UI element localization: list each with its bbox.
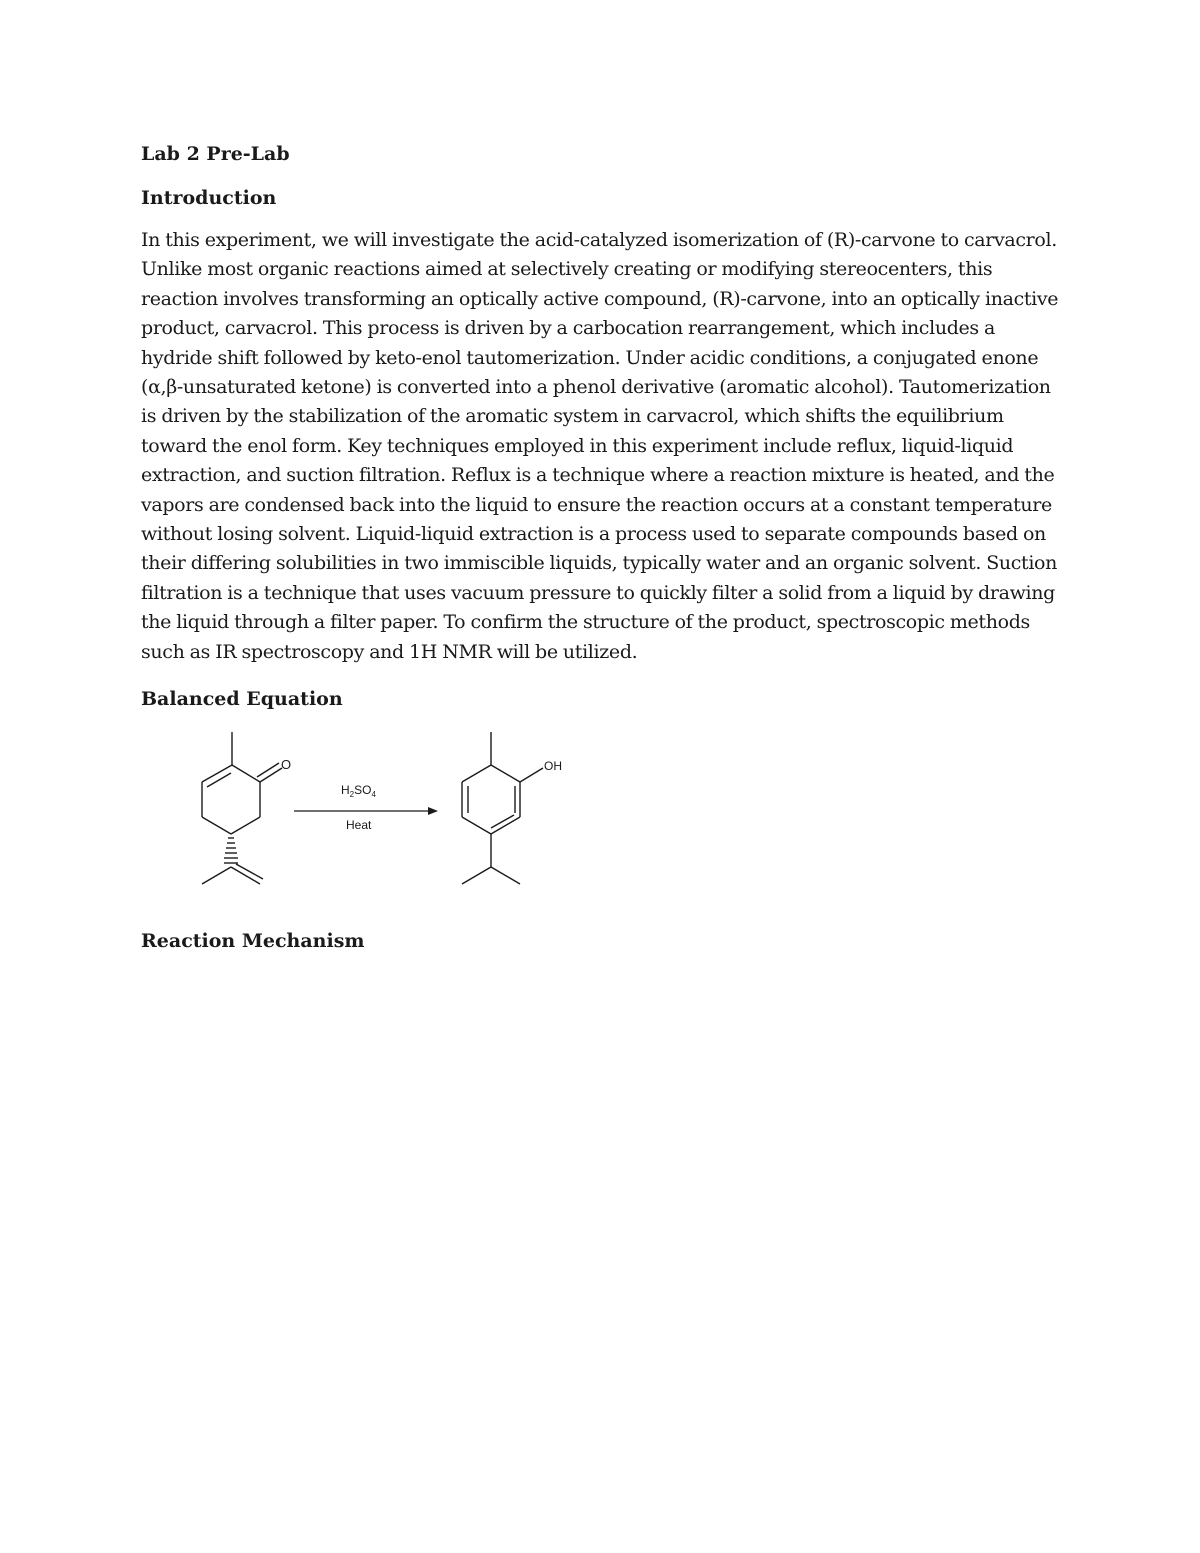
balanced-equation-figure: [191, 727, 631, 897]
introduction-paragraph: In this experiment, we will investigate the acid-catalyzed isomerization of (R)-carvone to carvacrol. Unlike most organic reactions aimed at selectively creating or modifying stereocenters, this reaction involves transforming an optically active compound, (R)-carvone, into an optically inactive product, carvacrol. This process is driven by a carbocation rearrangement, which includes a hydride shift followed by keto-enol tautomerization. Under acidic conditions, a conjugated enone (α,β-unsaturated ketone) is converted into a phenol derivative (aromatic alcohol). Tautomerization is driven by the stabilization of the aromatic system in carvacrol, which shifts the equilibrium toward the enol form. Key techniques employed in this experiment include reflux, liquid-liquid extraction, and suction filtration. Reflux is a technique where a reaction mixture is heated, and the vapors are condensed back into the liquid to ensure the reaction occurs at a constant temperature without losing solvent. Liquid-liquid extraction is a process used to separate compounds based on their differing solubilities in two immiscible liquids, typically water and an organic solvent. Suction filtration is a technique that uses vacuum pressure to quickly filter a solid from a liquid by drawing the liquid through a filter paper. To confirm the structure of the product, spectroscopic methods such as IR spectroscopy and 1H NMR will be utilized.: [141, 229, 1059, 663]
document-page: [141, 140, 1061, 969]
condition-label: Heat: [346, 818, 372, 833]
reaction-mechanism-heading: Reaction Mechanism: [141, 930, 365, 953]
carvone-structure: [202, 732, 282, 884]
reaction-scheme: [191, 727, 631, 897]
hydroxyl-label: OH: [544, 759, 562, 774]
carvacrol-structure: [462, 732, 543, 884]
reaction-arrow: [294, 807, 438, 815]
balanced-equation-heading: Balanced Equation: [141, 688, 343, 711]
carbonyl-oxygen-label: O: [281, 757, 292, 773]
introduction-heading: Introduction: [141, 187, 277, 209]
reagent-label: $H_2SO_4$: [341, 783, 376, 800]
page-title: Lab 2 Pre-Lab: [141, 143, 290, 165]
